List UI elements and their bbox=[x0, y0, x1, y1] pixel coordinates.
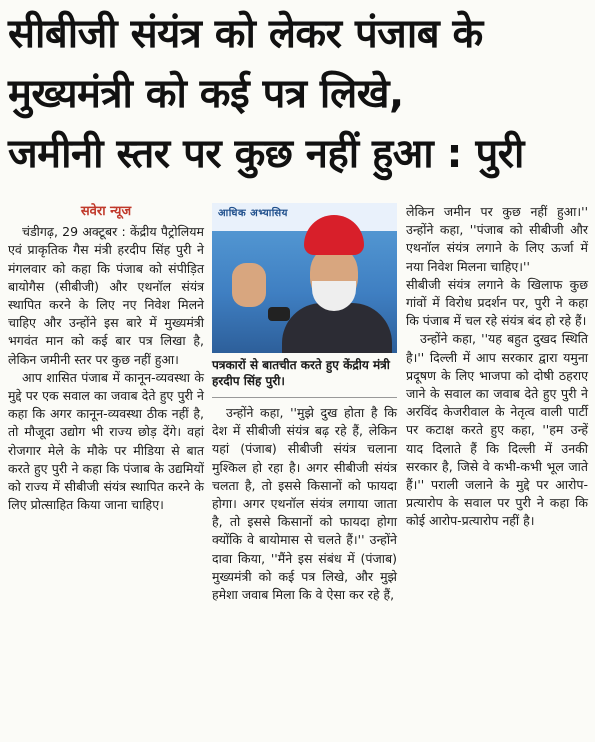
headline-line-3: जमीनी स्तर पर कुछ नहीं हुआ : पुरी bbox=[8, 131, 524, 177]
column-1-paragraph-1: चंडीगढ़, 29 अक्टूबर : केंद्रीय पैट्रोलियम एवं प्राकृतिक गैस मंत्री हरदीप सिंह पुरी ने मंगलवार को कहा कि पंजाब को संपीड़ित बायोगैस (सीबीजी) और एथनॉल संयंत्र स्थापित करने के लिए नए निवेश मिलने चाहिए और उन्होंने इस बारे में मुख्यमंत्री भगवंत मान को कई बार पत्र लिखा है, लेकिन जमीनी स्तर पर कुछ नहीं हुआ। bbox=[8, 224, 204, 367]
column-1 bbox=[8, 203, 204, 514]
microphone-icon bbox=[268, 307, 290, 321]
column-1-paragraph-2: आप शासित पंजाब में कानून-व्यवस्था के मुद्दे पर एक सवाल का जवाब देते हुए पुरी ने कहा कि अगर कानून-व्यवस्था ठीक नहीं है, तो मौजूदा उद्योग भी राज्य छोड़ देंगे। वहां रोजगार मेले के मौके पर मीडिया से बात करते हुए पुरी ने कहा कि पंजाब के उद्यमियों को राज्य में सीबीजी संयंत्र स्थापित करने के लिए प्रोत्साहित किया जाना चाहिए। bbox=[8, 369, 204, 513]
column-2-paragraph-1: उन्होंने कहा, ''मुझे दुख होता है कि देश में सीबीजी संयंत्र बढ़ रहे हैं, लेकिन यहां (पंजाब) सीबीजी संयंत्र चलाना मुश्किल हो रहा है। अगर सीबीजी संयंत्र चलता है, तो इससे किसानों को फायदा होगा। अगर एथनॉल संयंत्र लगाया जाता है, तो इससे किसानों को फायदा होगा क्योंकि वे बायोमास से चलते हैं।'' उन्होंने दावा किया, ''मैंने इस संबंध में (पंजाब) मुख्यमंत्री को कई पत्र लिखे, और मुझे हमेशा जवाब मिला कि वे ऐसा कर रहे हैं, bbox=[212, 405, 397, 603]
news-photo bbox=[212, 203, 397, 353]
byline: सवेरा न्यूज bbox=[80, 204, 132, 219]
column-3-paragraph-1: लेकिन जमीन पर कुछ नहीं हुआ।'' उन्होंने कहा, ''पंजाब को सीबीजी और एथनॉल संयंत्र लगाने के लिए ऊर्जा में नया निवेश मिलना चाहिए।'' bbox=[406, 204, 588, 274]
column-3-paragraph-2: सीबीजी संयंत्र लगाने के खिलाफ कुछ गांवों में विरोध प्रदर्शन पर, पुरी ने कहा कि पंजाब में चल रहे संयंत्र बंद हो रहे हैं। bbox=[406, 276, 588, 329]
headline-line-2: मुख्यमंत्री को कई पत्र लिखे, bbox=[8, 71, 404, 117]
column-3-paragraph-3: उन्होंने कहा, ''यह बहुत दुखद स्थिति है।'' दिल्ली में आप सरकार द्वारा यमुना प्रदूषण के लिए भाजपा को दोषी ठहराए जाने के सवाल का जवाब देते हुए पुरी ने अरविंद केजरीवाल के नेतृत्व वाली पार्टी पर कटाक्ष करते हुए कहा, ''हम उन्हें याद दिलाते हैं कि दिल्ली में उनकी सरकार है, जिसे वे कभी-कभी भूल जाते हैं।'' पराली जलाने के मुद्दे पर आरोप-प्रत्यारोप के सवाल पर पुरी ने कहा कि कोई आरोप-प्रत्यारोप नहीं है। bbox=[406, 331, 588, 529]
column-3 bbox=[406, 203, 588, 531]
headline bbox=[8, 4, 588, 184]
column-2 bbox=[212, 203, 397, 604]
photo-figure-hand bbox=[232, 263, 266, 307]
photo-backdrop-banner: आधिक अभ्यासिय bbox=[212, 203, 397, 231]
photo-caption: पत्रकारों से बातचीत करते हुए केंद्रीय मंत्री हरदीप सिंह पुरी। bbox=[212, 353, 397, 398]
headline-line-1: सीबीजी संयंत्र को लेकर पंजाब के bbox=[8, 11, 483, 57]
